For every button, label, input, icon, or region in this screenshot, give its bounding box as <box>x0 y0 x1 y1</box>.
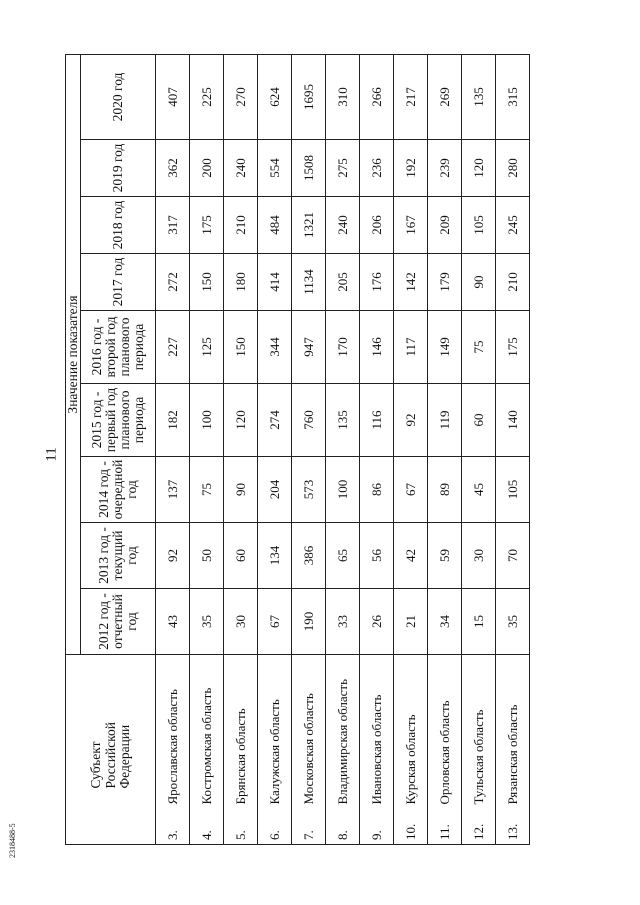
value-cell: 344 <box>258 311 292 384</box>
value-cell: 43 <box>156 589 190 655</box>
value-cell: 206 <box>360 197 394 254</box>
table-body <box>156 54 530 844</box>
row-number: 8. <box>326 811 360 845</box>
value-cell: 50 <box>190 523 224 589</box>
year-header: 2014 год - очередной год <box>81 457 156 523</box>
value-cell: 119 <box>428 384 462 457</box>
value-cell: 86 <box>360 457 394 523</box>
value-cell: 30 <box>462 523 496 589</box>
value-cell: 227 <box>156 311 190 384</box>
subject-name: Ярославская область <box>156 655 190 811</box>
rotated-table-container <box>65 55 540 845</box>
table-row <box>258 54 292 844</box>
row-number: 12. <box>462 811 496 845</box>
year-header: 2016 год - второй год планового периода <box>81 311 156 384</box>
table-row <box>326 54 360 844</box>
row-number: 11. <box>428 811 462 845</box>
subject-name: Калужская область <box>258 655 292 811</box>
value-cell: 59 <box>428 523 462 589</box>
value-cell: 92 <box>156 523 190 589</box>
year-header: 2019 год <box>81 140 156 197</box>
row-number: 9. <box>360 811 394 845</box>
value-cell: 200 <box>190 140 224 197</box>
value-cell: 1695 <box>292 54 326 139</box>
value-cell: 170 <box>326 311 360 384</box>
value-cell: 414 <box>258 254 292 311</box>
subject-name: Орловская область <box>428 655 462 811</box>
value-cell: 60 <box>224 523 258 589</box>
table-row <box>496 54 530 844</box>
year-header: 2013 год - текущий год <box>81 523 156 589</box>
group-header: Значение показателя <box>66 54 81 654</box>
value-cell: 269 <box>428 54 462 139</box>
value-cell: 26 <box>360 589 394 655</box>
value-cell: 15 <box>462 589 496 655</box>
row-number-header <box>66 811 156 845</box>
value-cell: 760 <box>292 384 326 457</box>
value-cell: 100 <box>326 457 360 523</box>
value-cell: 35 <box>190 589 224 655</box>
value-cell: 554 <box>258 140 292 197</box>
subject-name: Тульская область <box>462 655 496 811</box>
value-cell: 484 <box>258 197 292 254</box>
value-cell: 210 <box>224 197 258 254</box>
value-cell: 142 <box>394 254 428 311</box>
value-cell: 240 <box>326 197 360 254</box>
value-cell: 280 <box>496 140 530 197</box>
year-header: 2018 год <box>81 197 156 254</box>
table-row <box>428 54 462 844</box>
value-cell: 317 <box>156 197 190 254</box>
value-cell: 116 <box>360 384 394 457</box>
value-cell: 146 <box>360 311 394 384</box>
value-cell: 34 <box>428 589 462 655</box>
value-cell: 30 <box>224 589 258 655</box>
value-cell: 120 <box>462 140 496 197</box>
value-cell: 182 <box>156 384 190 457</box>
subject-name: Владимирская область <box>326 655 360 811</box>
value-cell: 176 <box>360 254 394 311</box>
table-row <box>292 54 326 844</box>
value-cell: 67 <box>394 457 428 523</box>
table-row <box>156 54 190 844</box>
value-cell: 120 <box>224 384 258 457</box>
table-row <box>190 54 224 844</box>
subject-name: Брянская область <box>224 655 258 811</box>
value-cell: 175 <box>496 311 530 384</box>
value-cell: 362 <box>156 140 190 197</box>
value-cell: 137 <box>156 457 190 523</box>
value-cell: 42 <box>394 523 428 589</box>
indicator-table <box>65 54 530 845</box>
value-cell: 100 <box>190 384 224 457</box>
value-cell: 190 <box>292 589 326 655</box>
value-cell: 70 <box>496 523 530 589</box>
row-number: 10. <box>394 811 428 845</box>
table-row <box>462 54 496 844</box>
row-number: 5. <box>224 811 258 845</box>
value-cell: 117 <box>394 311 428 384</box>
value-cell: 217 <box>394 54 428 139</box>
value-cell: 90 <box>224 457 258 523</box>
value-cell: 209 <box>428 197 462 254</box>
value-cell: 947 <box>292 311 326 384</box>
subject-name: Костромская область <box>190 655 224 811</box>
value-cell: 179 <box>428 254 462 311</box>
value-cell: 75 <box>462 311 496 384</box>
value-cell: 272 <box>156 254 190 311</box>
value-cell: 65 <box>326 523 360 589</box>
row-number: 6. <box>258 811 292 845</box>
value-cell: 92 <box>394 384 428 457</box>
value-cell: 573 <box>292 457 326 523</box>
value-cell: 274 <box>258 384 292 457</box>
value-cell: 60 <box>462 384 496 457</box>
table-row <box>224 54 258 844</box>
value-cell: 56 <box>360 523 394 589</box>
value-cell: 89 <box>428 457 462 523</box>
value-cell: 270 <box>224 54 258 139</box>
value-cell: 35 <box>496 589 530 655</box>
subject-name: Ивановская область <box>360 655 394 811</box>
year-header: 2017 год <box>81 254 156 311</box>
value-cell: 75 <box>190 457 224 523</box>
subject-name: Рязанская область <box>496 655 530 811</box>
row-number: 13. <box>496 811 530 845</box>
value-cell: 1508 <box>292 140 326 197</box>
row-number: 7. <box>292 811 326 845</box>
value-cell: 240 <box>224 140 258 197</box>
value-cell: 149 <box>428 311 462 384</box>
year-header: 2012 год - отчетный год <box>81 589 156 655</box>
table-row <box>360 54 394 844</box>
value-cell: 205 <box>326 254 360 311</box>
value-cell: 239 <box>428 140 462 197</box>
value-cell: 150 <box>224 311 258 384</box>
value-cell: 204 <box>258 457 292 523</box>
value-cell: 210 <box>496 254 530 311</box>
value-cell: 105 <box>462 197 496 254</box>
value-cell: 21 <box>394 589 428 655</box>
value-cell: 1321 <box>292 197 326 254</box>
value-cell: 135 <box>326 384 360 457</box>
value-cell: 135 <box>462 54 496 139</box>
row-number: 3. <box>156 811 190 845</box>
value-cell: 266 <box>360 54 394 139</box>
value-cell: 67 <box>258 589 292 655</box>
value-cell: 150 <box>190 254 224 311</box>
document-code: 2318488-5 <box>8 823 17 858</box>
value-cell: 225 <box>190 54 224 139</box>
year-header: 2020 год <box>81 54 156 139</box>
value-cell: 624 <box>258 54 292 139</box>
value-cell: 1134 <box>292 254 326 311</box>
value-cell: 386 <box>292 523 326 589</box>
value-cell: 134 <box>258 523 292 589</box>
subject-header: Субъект Российской Федерации <box>66 655 156 811</box>
table-row <box>394 54 428 844</box>
value-cell: 310 <box>326 54 360 139</box>
value-cell: 125 <box>190 311 224 384</box>
value-cell: 245 <box>496 197 530 254</box>
value-cell: 33 <box>326 589 360 655</box>
subject-name: Курская область <box>394 655 428 811</box>
value-cell: 175 <box>190 197 224 254</box>
value-cell: 105 <box>496 457 530 523</box>
value-cell: 236 <box>360 140 394 197</box>
value-cell: 275 <box>326 140 360 197</box>
year-header: 2015 год - первый год планового периода <box>81 384 156 457</box>
value-cell: 140 <box>496 384 530 457</box>
value-cell: 180 <box>224 254 258 311</box>
value-cell: 167 <box>394 197 428 254</box>
row-number: 4. <box>190 811 224 845</box>
value-cell: 45 <box>462 457 496 523</box>
value-cell: 90 <box>462 254 496 311</box>
value-cell: 315 <box>496 54 530 139</box>
value-cell: 407 <box>156 54 190 139</box>
value-cell: 192 <box>394 140 428 197</box>
subject-name: Московская область <box>292 655 326 811</box>
page-number: 11 <box>43 447 60 462</box>
